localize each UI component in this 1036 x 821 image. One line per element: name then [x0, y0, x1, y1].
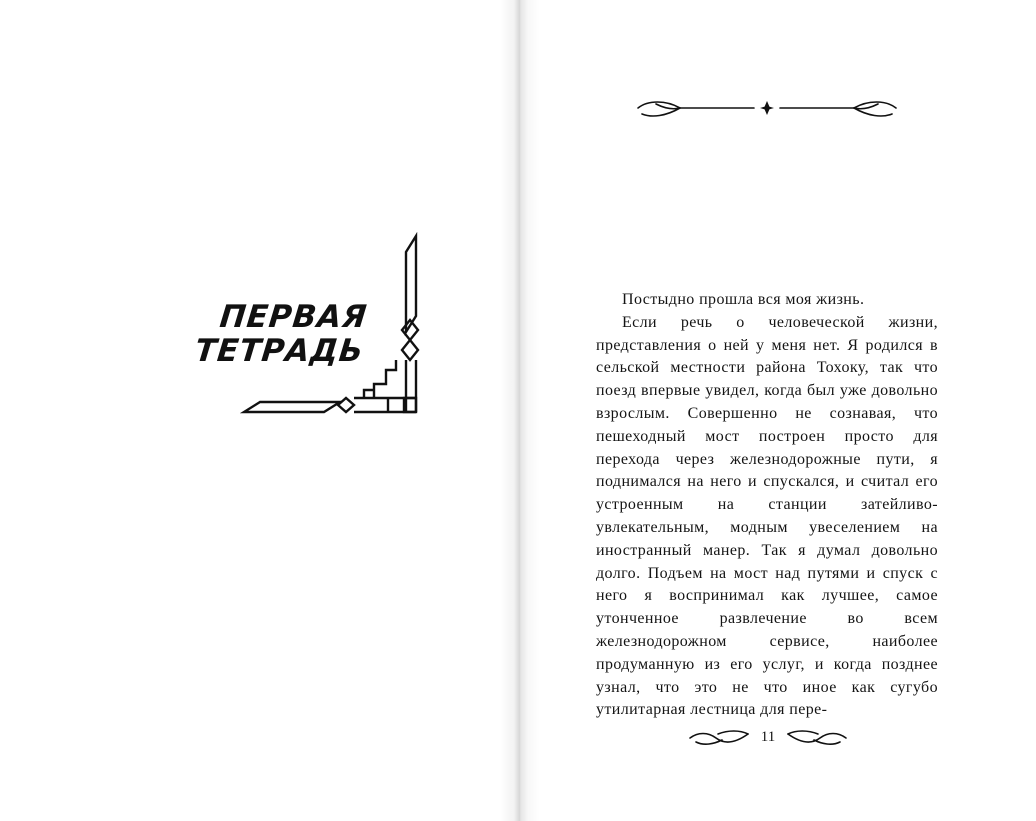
body-text — [596, 289, 938, 722]
page-number: 11 — [760, 729, 776, 745]
page-footer — [688, 726, 848, 750]
chapter-title-line-2: ТЕТРАДЬ — [192, 333, 366, 369]
book-gutter — [500, 0, 540, 821]
footer-flourish-right-icon — [784, 726, 848, 750]
chapter-title — [193, 300, 369, 368]
paragraph-2: Если речь о человеческой жизни, представления о ней у меня нет. Я родился в сельской местности района Тохоку, так что поезд впервые увидел, когда был уже довольно взрослым. Совершенно не сознавая, что пешеходный мост построен просто для перехода через железнодорожные пути, я поднимался на него и спускался, и считал его устроенным на станции затейливо-увлекательным, модным увеселением на иностранный манер. Так я думал довольно долго. Подъем на мост над путями и спуск с него я воспринимал как лучшее, самое утонченное развлечение во всем железнодорожном сервисе, наиболее продуманную из его услуг, и когда позднее узнал, что это не что иное как сугубо утилитарная лестница для пере- — [596, 313, 938, 719]
header-flourish-icon — [636, 96, 898, 122]
chapter-title-line-1: ПЕРВАЯ — [217, 299, 369, 335]
paragraph-1: Постыдно прошла вся моя жизнь. — [622, 291, 865, 308]
